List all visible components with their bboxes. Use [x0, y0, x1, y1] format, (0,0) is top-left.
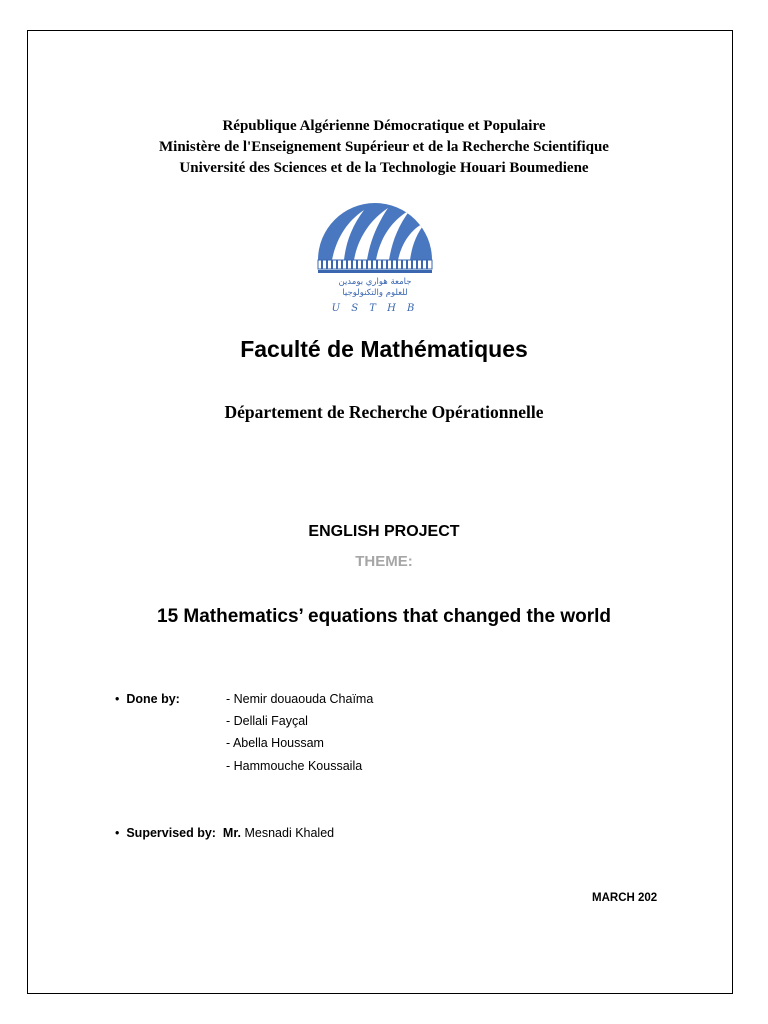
header-line-university: Université des Sciences et de la Technologie Houari Boumediene: [179, 160, 589, 176]
department-title: Département de Recherche Opérationnelle: [224, 402, 544, 422]
done-by-row: [115, 692, 180, 706]
logo-arabic-line1: جامعة هواري بومدين: [338, 277, 412, 287]
logo-arabic-line2: للعلوم والتكنولوجيا: [342, 288, 408, 298]
submission-date: MARCH 202: [592, 892, 658, 904]
member-item: - Abella Houssam: [226, 736, 324, 750]
theme-label: THEME:: [355, 553, 413, 570]
header-line-republic: République Algérienne Démocratique et Populaire: [222, 118, 546, 134]
bullet-icon: •: [115, 692, 120, 706]
supervisor-title: Mr.: [222, 826, 241, 840]
supervisor-name: Mesnadi Khaled: [244, 826, 335, 840]
done-by-label: Done by:: [126, 692, 180, 706]
supervised-by-label: Supervised by:: [126, 826, 216, 840]
member-item: - Hammouche Koussaila: [226, 759, 363, 773]
institution-header: [0, 116, 768, 179]
member-item: - Dellali Fayçal: [226, 714, 308, 728]
member-item: - Nemir douaouda Chaïma: [226, 692, 374, 706]
usthb-logo: [312, 200, 438, 320]
usthb-logo-graphic: [312, 200, 438, 320]
header-line-ministry: Ministère de l'Enseignement Supérieur et de la Recherche Scientifique: [159, 139, 609, 155]
faculty-title: Faculté de Mathématiques: [240, 336, 528, 362]
bullet-icon: •: [115, 826, 120, 840]
project-title: ENGLISH PROJECT: [308, 523, 460, 540]
supervised-by-row: [115, 826, 334, 840]
theme-title: 15 Mathematics’ equations that changed the world: [157, 606, 611, 627]
logo-acronym: U S T H B: [331, 303, 419, 314]
